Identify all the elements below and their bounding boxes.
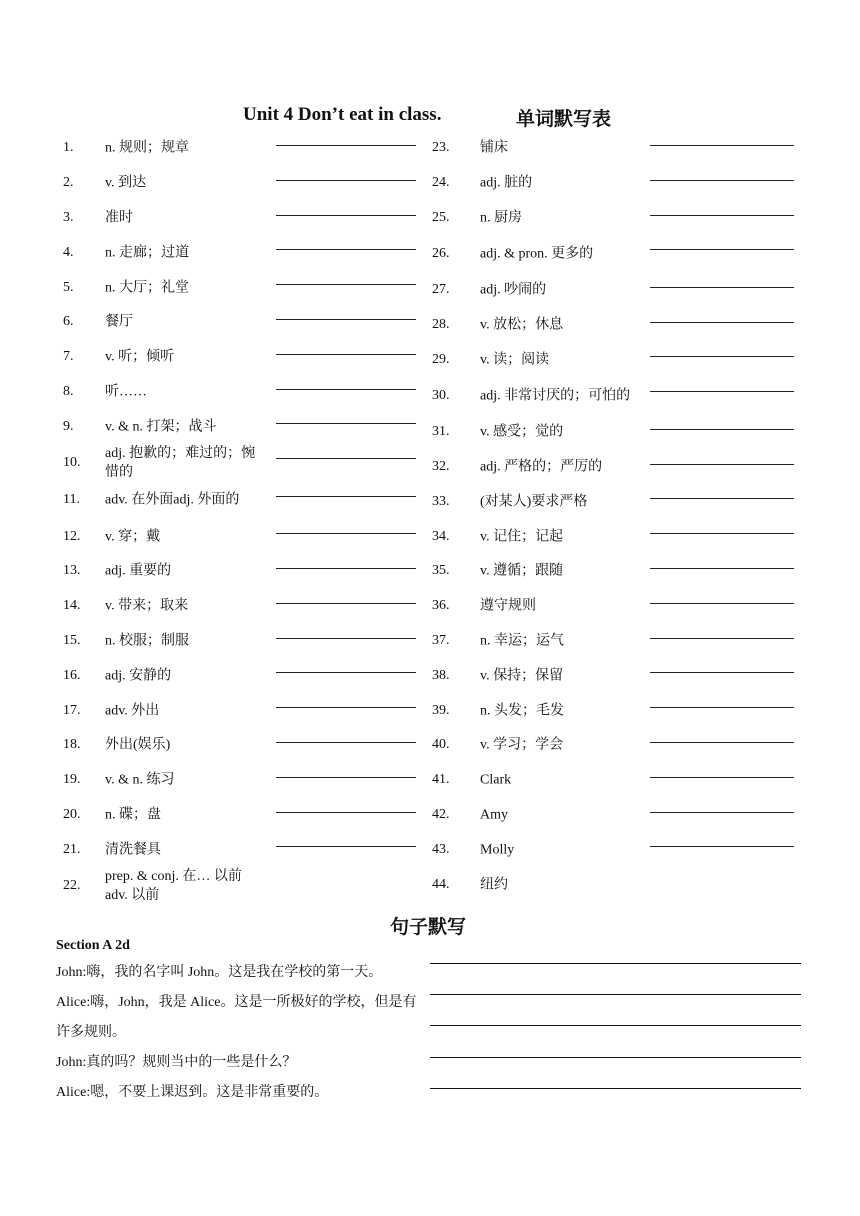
vocab-definition: v. 感受；觉的	[480, 424, 564, 440]
answer-blank[interactable]	[276, 777, 416, 778]
answer-blank[interactable]	[650, 672, 794, 673]
vocab-definition: Clark	[480, 772, 512, 788]
answer-blank[interactable]	[276, 603, 416, 604]
vocab-definition: adj. 重要的	[105, 563, 172, 579]
answer-line[interactable]	[430, 1088, 801, 1119]
answer-blank[interactable]	[276, 389, 416, 390]
vocab-definition: v. & n. 打架；战斗	[105, 419, 217, 435]
vocab-row	[50, 235, 430, 270]
answer-blank[interactable]	[276, 533, 416, 534]
answer-blank[interactable]	[650, 464, 794, 465]
vocab-definition: v. 记住；记起	[480, 529, 564, 545]
answer-blank[interactable]	[276, 354, 416, 355]
vocab-definition: v. 保持；保留	[480, 668, 564, 684]
title-row	[0, 104, 860, 132]
vocab-number: 17.	[63, 702, 81, 718]
vocab-definition: n. 大厅；礼堂	[105, 280, 189, 296]
answer-blank[interactable]	[276, 568, 416, 569]
answer-blank[interactable]	[276, 215, 416, 216]
vocab-row	[50, 201, 430, 236]
answer-blank[interactable]	[650, 812, 794, 813]
vocab-definition: n. 规则；规章	[105, 140, 189, 156]
vocab-row	[428, 658, 808, 693]
vocab-number: 25.	[432, 209, 450, 225]
vocab-column-left	[50, 131, 430, 905]
answer-blank[interactable]	[276, 319, 416, 320]
vocab-definition: Molly	[480, 842, 515, 858]
vocab-row	[428, 484, 808, 519]
vocab-row	[50, 270, 430, 305]
vocab-number: 36.	[432, 598, 450, 614]
vocab-number: 9.	[63, 418, 74, 434]
vocab-number: 37.	[432, 632, 450, 648]
answer-blank[interactable]	[650, 180, 794, 181]
vocab-row	[50, 658, 430, 693]
vocab-number: 7.	[63, 349, 74, 365]
sentence-section-title: 句子默写	[390, 917, 467, 938]
sentence-list	[56, 958, 418, 1108]
vocab-row	[428, 589, 808, 624]
vocab-number: 24.	[432, 175, 450, 191]
vocab-row	[428, 342, 808, 377]
vocab-number: 14.	[63, 598, 81, 614]
vocab-row	[428, 624, 808, 659]
vocab-definition: v. 放松；休息	[480, 317, 564, 333]
vocab-row	[428, 131, 808, 166]
vocab-row	[428, 798, 808, 833]
vocab-definition: prep. & conj. 在… 以前 adv. 以前	[105, 868, 242, 903]
vocab-number: 41.	[432, 772, 450, 788]
vocab-definition: n. 校服；制服	[105, 633, 189, 649]
vocab-number: 20.	[63, 806, 81, 822]
answer-blank[interactable]	[650, 322, 794, 323]
vocab-row	[428, 415, 808, 450]
vocab-number: 35.	[432, 563, 450, 579]
answer-blank[interactable]	[650, 215, 794, 216]
vocab-number: 31.	[432, 424, 450, 440]
vocab-number: 42.	[432, 806, 450, 822]
vocab-number: 30.	[432, 388, 450, 404]
vocab-definition: adj. 严格的；严厉的	[480, 459, 603, 475]
answer-blank[interactable]	[650, 533, 794, 534]
vocab-definition: v. 带来；取来	[105, 598, 189, 614]
vocab-number: 15.	[63, 632, 81, 648]
vocab-number: 39.	[432, 702, 450, 718]
vocab-number: 29.	[432, 351, 450, 367]
answer-blank[interactable]	[276, 145, 416, 146]
vocab-number: 12.	[63, 528, 81, 544]
answer-blank[interactable]	[276, 458, 416, 459]
sentence-3: John:真的吗？规则当中的一些是什么？	[56, 1055, 297, 1070]
vocab-definition: adj. 吵闹的	[480, 282, 547, 298]
vocab-row	[50, 728, 430, 763]
answer-blank[interactable]	[650, 742, 794, 743]
answer-blank[interactable]	[650, 249, 794, 250]
answer-lines	[430, 963, 801, 1119]
vocab-definition: 餐厅	[105, 314, 133, 330]
vocab-number: 16.	[63, 667, 81, 683]
answer-blank[interactable]	[650, 498, 794, 499]
vocab-row	[50, 305, 430, 340]
vocab-definition: v. 听；倾听	[105, 349, 175, 365]
vocab-definition: 外出(娱乐)	[105, 737, 171, 753]
answer-line[interactable]	[430, 1025, 801, 1056]
vocab-number: 23.	[432, 140, 450, 156]
vocab-row	[428, 554, 808, 589]
vocab-definition: adv. 外出	[105, 703, 160, 719]
page-title: Unit 4 Don’t eat in class.	[243, 104, 442, 125]
vocab-definition: adj. 抱歉的；难过的；惋惜的	[105, 445, 256, 480]
answer-blank[interactable]	[650, 145, 794, 146]
vocab-definition: 听……	[105, 384, 147, 400]
vocab-number: 33.	[432, 493, 450, 509]
answer-blank[interactable]	[650, 391, 794, 392]
vocab-definition: adj. & pron. 更多的	[480, 246, 594, 262]
vocab-definition: n. 厨房	[480, 210, 522, 226]
vocab-number: 11.	[63, 492, 80, 508]
vocab-number: 13.	[63, 563, 81, 579]
vocab-row	[50, 166, 430, 201]
answer-blank[interactable]	[276, 742, 416, 743]
vocab-definition: v. 遵循；跟随	[480, 563, 564, 579]
vocab-definition: 铺床	[480, 140, 508, 156]
answer-blank[interactable]	[276, 249, 416, 250]
vocab-number: 2.	[63, 175, 74, 191]
vocab-row	[50, 832, 430, 867]
vocab-row	[50, 867, 430, 905]
vocab-row	[428, 377, 808, 415]
vocab-definition: v. 到达	[105, 175, 147, 191]
answer-blank[interactable]	[276, 707, 416, 708]
vocab-definition: adj. 脏的	[480, 175, 533, 191]
vocab-definition: adj. 非常讨厌的；可怕的	[480, 388, 631, 404]
answer-blank[interactable]	[276, 812, 416, 813]
vocab-definition: 遵守规则	[480, 598, 536, 614]
vocab-row	[50, 409, 430, 444]
vocab-number: 27.	[432, 282, 450, 298]
vocab-definition: 纽约	[480, 877, 508, 893]
vocab-number: 28.	[432, 317, 450, 333]
vocab-number: 44.	[432, 876, 450, 892]
vocab-number: 1.	[63, 140, 74, 156]
vocab-number: 43.	[432, 841, 450, 857]
answer-blank[interactable]	[650, 568, 794, 569]
vocab-definition: n. 碟；盘	[105, 807, 161, 823]
vocab-row	[50, 519, 430, 554]
vocab-row	[50, 798, 430, 833]
answer-line[interactable]	[430, 994, 801, 1025]
vocab-number: 40.	[432, 737, 450, 753]
vocab-row	[50, 340, 430, 375]
answer-blank[interactable]	[650, 287, 794, 288]
answer-blank[interactable]	[650, 846, 794, 847]
section-label: Section A 2d	[56, 938, 130, 953]
vocab-row	[428, 201, 808, 236]
answer-blank[interactable]	[650, 603, 794, 604]
vocab-definition: n. 幸运；运气	[480, 633, 564, 649]
vocab-row	[428, 832, 808, 867]
vocab-row	[50, 589, 430, 624]
vocab-row	[428, 166, 808, 201]
answer-blank[interactable]	[650, 707, 794, 708]
answer-blank[interactable]	[276, 638, 416, 639]
vocab-row	[428, 519, 808, 554]
vocab-row	[428, 693, 808, 728]
vocab-row	[428, 308, 808, 343]
vocab-row	[428, 867, 808, 902]
answer-blank[interactable]	[276, 423, 416, 424]
vocab-number: 19.	[63, 772, 81, 788]
vocab-definition: adv. 在外面adj. 外面的	[105, 492, 240, 508]
answer-line[interactable]	[430, 1057, 801, 1088]
vocab-number: 6.	[63, 314, 74, 330]
vocab-number: 5.	[63, 279, 74, 295]
vocab-definition: v. 学习；学会	[480, 737, 564, 753]
vocab-row	[50, 763, 430, 798]
vocab-definition: n. 走廊；过道	[105, 245, 189, 261]
vocab-number: 26.	[432, 246, 450, 262]
vocab-number: 38.	[432, 667, 450, 683]
vocab-definition: n. 头发；毛发	[480, 703, 564, 719]
page-subtitle: 单词默写表	[516, 109, 612, 130]
sentence-1: John:嗨，我的名字叫 John。这是我在学校的第一天。	[56, 965, 383, 980]
vocab-row	[50, 624, 430, 659]
answer-blank[interactable]	[650, 638, 794, 639]
vocab-number: 4.	[63, 244, 74, 260]
vocab-number: 34.	[432, 528, 450, 544]
vocab-number: 21.	[63, 841, 81, 857]
vocab-row	[50, 482, 430, 520]
vocab-definition: adj. 安静的	[105, 668, 172, 684]
vocab-row	[50, 131, 430, 166]
vocab-number: 32.	[432, 458, 450, 474]
vocab-column-right	[428, 131, 808, 902]
answer-blank[interactable]	[650, 356, 794, 357]
vocab-number: 22.	[63, 877, 81, 893]
vocab-row	[428, 235, 808, 273]
vocab-definition: Amy	[480, 807, 508, 823]
vocab-definition: (对某人)要求严格	[480, 494, 588, 510]
sentence-2: Alice:嗨，John，我是 Alice。这是一所极好的学校，但是有许多规则。	[56, 995, 417, 1040]
answer-line[interactable]	[430, 963, 801, 994]
vocab-row	[50, 693, 430, 728]
vocab-row	[50, 444, 430, 482]
vocab-definition: 清洗餐具	[105, 842, 161, 858]
vocab-row	[428, 763, 808, 798]
vocab-number: 3.	[63, 209, 74, 225]
vocab-definition: v. & n. 练习	[105, 772, 175, 788]
vocab-number: 18.	[63, 737, 81, 753]
vocab-definition: 准时	[105, 210, 133, 226]
answer-blank[interactable]	[276, 672, 416, 673]
vocab-definition: v. 穿；戴	[105, 529, 161, 545]
answer-blank[interactable]	[276, 496, 416, 497]
vocab-definition: v. 读；阅读	[480, 352, 550, 368]
answer-blank[interactable]	[276, 846, 416, 847]
vocab-row	[428, 450, 808, 485]
vocab-row	[428, 728, 808, 763]
answer-blank[interactable]	[650, 429, 794, 430]
sentence-4: Alice:嗯，不要上课迟到。这是非常重要的。	[56, 1085, 329, 1100]
answer-blank[interactable]	[276, 180, 416, 181]
vocab-row	[50, 554, 430, 589]
vocab-row	[50, 375, 430, 410]
answer-blank[interactable]	[276, 284, 416, 285]
answer-blank[interactable]	[650, 777, 794, 778]
vocab-row	[428, 273, 808, 308]
vocab-number: 8.	[63, 383, 74, 399]
vocab-number: 10.	[63, 454, 81, 470]
